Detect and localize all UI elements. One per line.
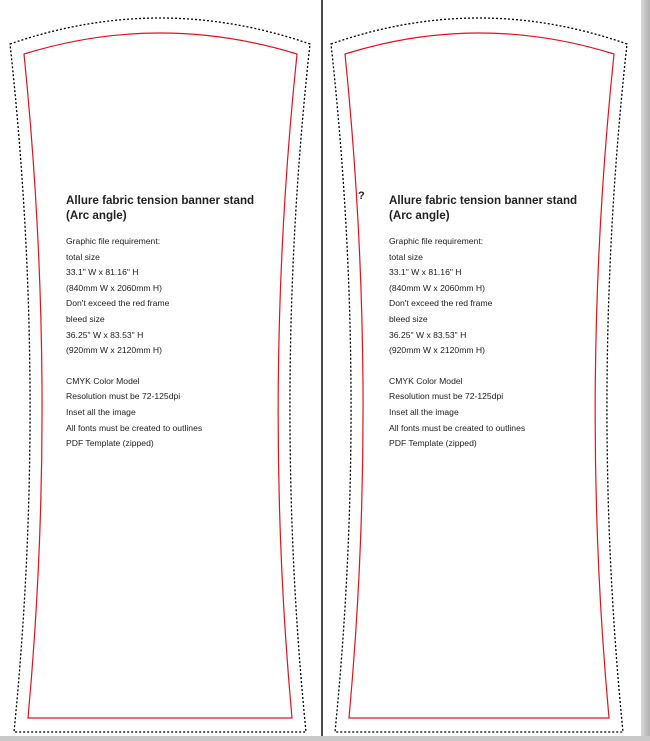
spec-line: Don't exceed the red frame — [389, 298, 493, 309]
note-line: Inset all the image — [389, 406, 459, 417]
spec-line: Graphic file requirement: — [66, 236, 161, 246]
spec-line: 36.25" W x 83.53" H — [66, 329, 144, 340]
spec-line: bleed size — [389, 313, 428, 324]
note-line: PDF Template (zipped) — [66, 438, 154, 449]
spec-line: 33.1" W x 81.16" H — [66, 267, 139, 278]
note-line: CMYK Color Model — [66, 375, 140, 386]
stray-mark: ? — [358, 190, 365, 202]
spec-line: (920mm W x 2120mm H) — [389, 345, 485, 356]
note-line: All fonts must be created to outlines — [66, 422, 203, 433]
spec-line: (840mm W x 2060mm H) — [66, 282, 162, 293]
spec-line: (840mm W x 2060mm H) — [389, 282, 485, 293]
template-title — [389, 193, 619, 223]
template-page-left — [0, 0, 321, 741]
template-page-right — [323, 0, 640, 741]
note-line: All fonts must be created to outlines — [389, 422, 526, 433]
template-title — [66, 193, 296, 223]
spec-line: Graphic file requirement: — [389, 236, 484, 246]
spec-line: 36.25" W x 83.53" H — [389, 329, 467, 340]
viewer-edge — [641, 0, 650, 741]
spec-line: (920mm W x 2120mm H) — [66, 345, 162, 356]
note-line: Resolution must be 72-125dpi — [66, 391, 181, 402]
note-line: Resolution must be 72-125dpi — [389, 391, 504, 402]
title-line-2: (Arc angle) — [389, 209, 450, 222]
spec-line: total size — [66, 251, 100, 262]
note-line: CMYK Color Model — [389, 375, 463, 386]
title-line-1: Allure fabric tension banner stand — [66, 194, 255, 207]
spec-line: Don't exceed the red frame — [66, 298, 170, 309]
spec-text-left — [66, 193, 296, 452]
spec-text-right — [389, 193, 619, 452]
page-bottom-edge — [0, 736, 650, 741]
spec-line: 33.1" W x 81.16" H — [389, 267, 462, 278]
title-line-2: (Arc angle) — [66, 209, 127, 222]
spec-line: bleed size — [66, 313, 105, 324]
title-line-1: Allure fabric tension banner stand — [389, 194, 578, 207]
note-line: Inset all the image — [66, 406, 136, 417]
note-line: PDF Template (zipped) — [389, 438, 477, 449]
spec-line: total size — [389, 251, 423, 262]
